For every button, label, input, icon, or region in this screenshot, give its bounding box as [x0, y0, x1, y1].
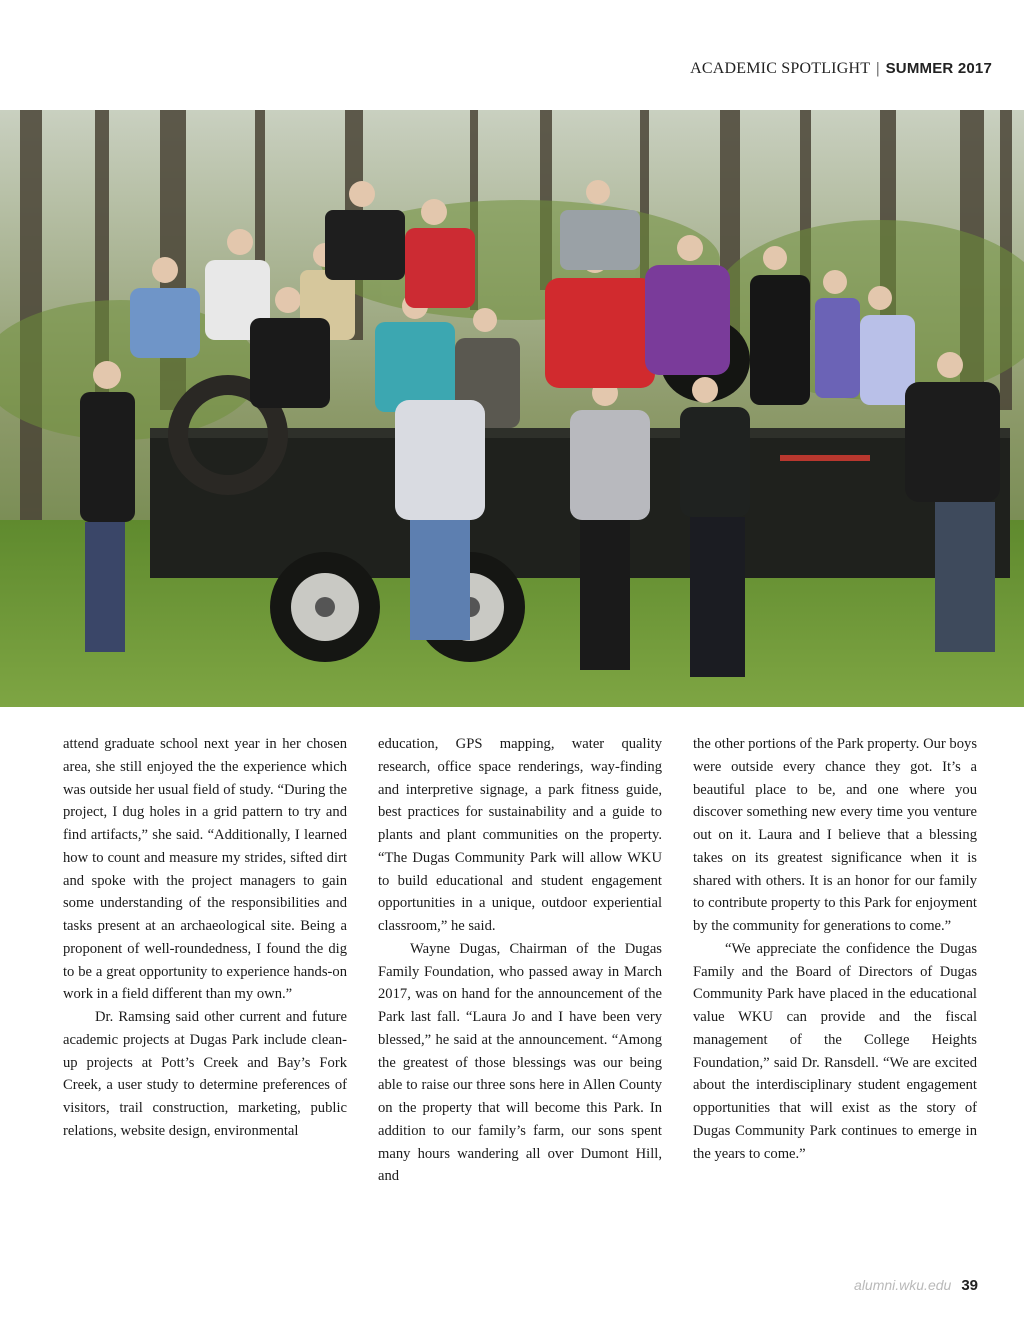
paragraph: Wayne Dugas, Chairman of the Dugas Family Foundation, who passed away in March 2017, was on hand for the announcement of the Park last fall. “Laura Jo and I have been very blessed,” he said at the announcement. “Among the greatest of those blessings was our being able to raise our three sons here in Allen County on the property that will become this Park. In addition to our family’s farm, our sons spent many hours wandering all over Dumont Hill, and	[378, 940, 662, 1185]
header-separator: |	[876, 60, 880, 77]
text-column-1	[63, 733, 347, 1238]
text-column-2	[378, 733, 662, 1238]
running-header	[690, 60, 992, 78]
text-column-3	[693, 733, 977, 1238]
page-number: 39	[961, 1277, 978, 1294]
section-title: ACADEMIC SPOTLIGHT	[690, 60, 871, 77]
group-photo	[0, 110, 1024, 707]
footer-url: alumni.wku.edu	[854, 1277, 952, 1293]
paragraph: Dr. Ramsing said other current and future academic projects at Dugas Park include clean-up projects at Pott’s Creek and Bay’s Fork Creek, a user study to determine preferences of visitors, trail construction, marketing, public relations, website design, environmental	[63, 1009, 347, 1139]
paragraph: the other portions of the Park property. Our boys were outside every chance they got. It’s a beautiful place to be, and one where you discover something new every time you venture out on it. Laura and I believe that a blessing takes on its greatest significance when it is shared with others. It is an honor for our family to contribute property to this Park for enjoyment by the community for generations to come.”	[693, 736, 977, 934]
paragraph: attend graduate school next year in her chosen area, she still enjoyed the the experience which was outside her usual field of study. “During the project, I dug holes in a grid pattern to try and find artifacts,” she said. “Additionally, I learned how to count and measure my strides, sifted dirt and spoke with the project managers to gain some understanding of the responsibilities and tasks present at an archaeological site. Being a proponent of well-roundedness, I found the dig to be a great opportunity to experience hands-on work in a field different than my own.”	[63, 736, 347, 1003]
issue-label: SUMMER 2017	[885, 60, 992, 77]
page-footer	[854, 1277, 978, 1295]
paragraph: “We appreciate the confidence the Dugas Family and the Board of Directors of Dugas Community Park have placed in the educational value WKU can provide and the fiscal management of the College Heights Foundation,” said Dr. Ransdell. “We are excited about the interdisciplinary student engagement opportunities that will exist as the story of Dugas Community Park continues to emerge in the years to come.”	[693, 940, 977, 1162]
article-body	[63, 733, 977, 1238]
paragraph: education, GPS mapping, water quality research, office space renderings, way-finding and interpretive signage, a park fitness guide, best practices for sustainability and a guide to plants and plant communities on the property. “The Dugas Community Park will allow WKU to build educational and student engagement opportunities in a unique, outdoor experiential classroom,” he said.	[378, 736, 662, 934]
